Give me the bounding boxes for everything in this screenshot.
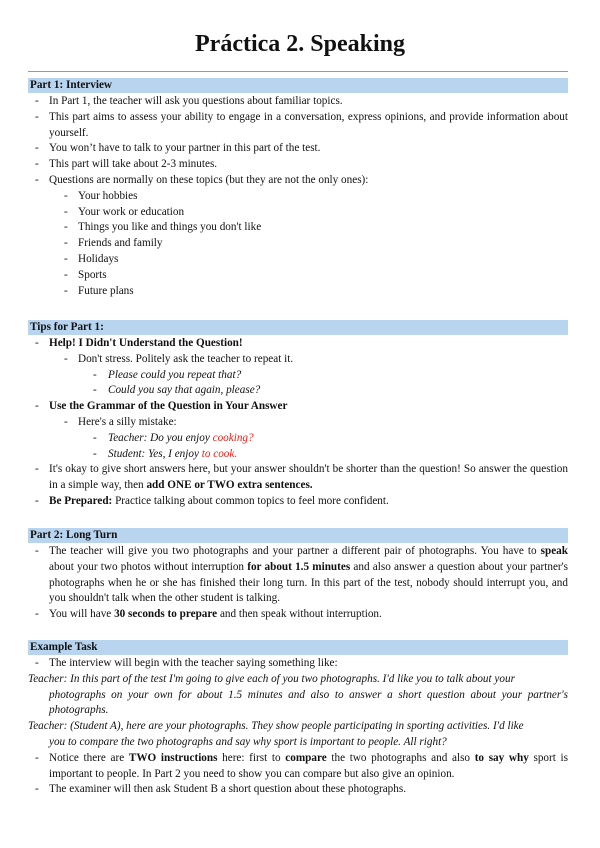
tip4-text: Practice talking about common topics to feel more confident.: [112, 494, 389, 507]
quote-lead: Teacher: In this part of the test I'm going to give each of you two photographs. I'd like you to talk about your: [28, 672, 515, 685]
example-notes-list: [28, 751, 568, 798]
tip-item: [28, 399, 568, 415]
bold-text: 30 seconds to prepare: [114, 608, 218, 621]
list-item: [28, 544, 568, 607]
tip-example: [28, 447, 568, 463]
example-list: [28, 656, 568, 672]
topic-item: - Friends and family: [28, 236, 568, 252]
teacher-quote-1: [28, 672, 568, 719]
topic-item: - Things you like and things you don't like: [28, 220, 568, 236]
tip1-title: Help! I Didn't Understand the Question!: [49, 337, 243, 349]
tip-item: [28, 336, 568, 352]
example-text: Teacher: Do you enjoy: [108, 431, 213, 444]
text: The teacher will give you two photographs and your partner a different pair of photographs. You have to: [49, 545, 541, 557]
topic-item: - Your hobbies: [28, 189, 568, 205]
part1-bullet-list: [28, 94, 568, 299]
section-heading-tips: Tips for Part 1:: [28, 320, 568, 335]
tip-example: - Could you say that again, please?: [28, 383, 568, 399]
text: You will have: [49, 608, 115, 621]
list-item: - This part will take about 2-3 minutes.: [28, 157, 568, 173]
quote-rest: you to compare the two photographs and say why sport is important to people. All right?: [49, 735, 447, 748]
title-divider: [28, 71, 568, 72]
text: and then speak without interruption.: [217, 608, 382, 621]
tip-example: [28, 431, 568, 447]
tip3-text: It's okay to give short answers here, but your answer shouldn't be shorter than the question! So answer the question in a simple way, then: [49, 463, 568, 492]
list-item: [28, 607, 568, 623]
highlight-text: cooking?: [212, 431, 254, 444]
text: Notice there are: [49, 751, 129, 764]
page-title: Práctica 2. Speaking: [195, 31, 405, 57]
text: and also answer a question about your partner's photographs when he or she has finished their long turn. In this part of the test, nobody should interrupt you, and you shouldn't talk when the other student is talking.: [49, 560, 569, 605]
topic-item: - Future plans: [28, 284, 568, 300]
section-heading-example: Example Task: [28, 640, 568, 655]
tips-list: [28, 336, 568, 510]
section-tips: [28, 320, 568, 510]
tip3-bold: add ONE or TWO extra sentences.: [146, 479, 313, 492]
list-item: - You won’t have to talk to your partner in this part of the test.: [28, 141, 568, 157]
part2-list: [28, 544, 568, 623]
tip-item: [28, 494, 568, 510]
list-item: - The examiner will then ask Student B a short question about these photographs.: [28, 782, 568, 798]
bold-text: to say why: [474, 751, 529, 764]
example-text: Student: Yes, I enjoy: [108, 447, 202, 460]
topic-item: - Your work or education: [28, 205, 568, 221]
text: sport is important to people. In Part 2 you need to show you can compare but also give an opinion.: [49, 751, 569, 780]
list-item: - This part aims to assess your ability to engage in a conversation, express opinions, and provide information about yourself.: [28, 110, 568, 142]
bold-text: for about 1.5 minutes: [247, 560, 351, 573]
topic-item: - Holidays: [28, 252, 568, 268]
list-item: - Questions are normally on these topics (but they are not the only ones):: [28, 173, 568, 189]
tip-item: [28, 462, 568, 494]
text: the two photographs and also: [326, 751, 475, 764]
section-heading-part2: Part 2: Long Turn: [28, 528, 568, 543]
section-part2: [28, 528, 568, 623]
tip-example: - Please could you repeat that?: [28, 368, 568, 384]
teacher-quote-2: [28, 719, 568, 751]
bold-text: TWO instructions: [128, 751, 218, 764]
topic-item: - Sports: [28, 268, 568, 284]
highlight-text: to cook.: [201, 447, 238, 460]
bold-text: compare: [285, 751, 327, 764]
list-item: - In Part 1, the teacher will ask you questions about familiar topics.: [28, 94, 568, 110]
quote-rest: photographs on your own for about 1.5 minutes and also to answer a short question about your partner's photographs.: [49, 688, 568, 717]
tip4-bold: Be Prepared:: [49, 494, 113, 507]
quote-lead: Teacher: (Student A), here are your photographs. They show people participating in sporting activities. I'd like: [28, 720, 524, 733]
section-example: [28, 640, 568, 798]
tip2-title: Use the Grammar of the Question in Your Answer: [49, 400, 288, 413]
text: about your two photos without interruption: [49, 560, 248, 573]
list-item: - The interview will begin with the teacher saying something like:: [28, 656, 568, 672]
section-part1: [28, 78, 568, 299]
tip-subitem: - Don't stress. Politely ask the teacher to repeat it.: [28, 352, 568, 368]
list-item: [28, 751, 568, 783]
tip-subitem: - Here's a silly mistake:: [28, 415, 568, 431]
bold-text: speak: [540, 545, 568, 557]
text: here: first to: [217, 751, 286, 764]
section-heading-part1: Part 1: Interview: [28, 78, 568, 93]
